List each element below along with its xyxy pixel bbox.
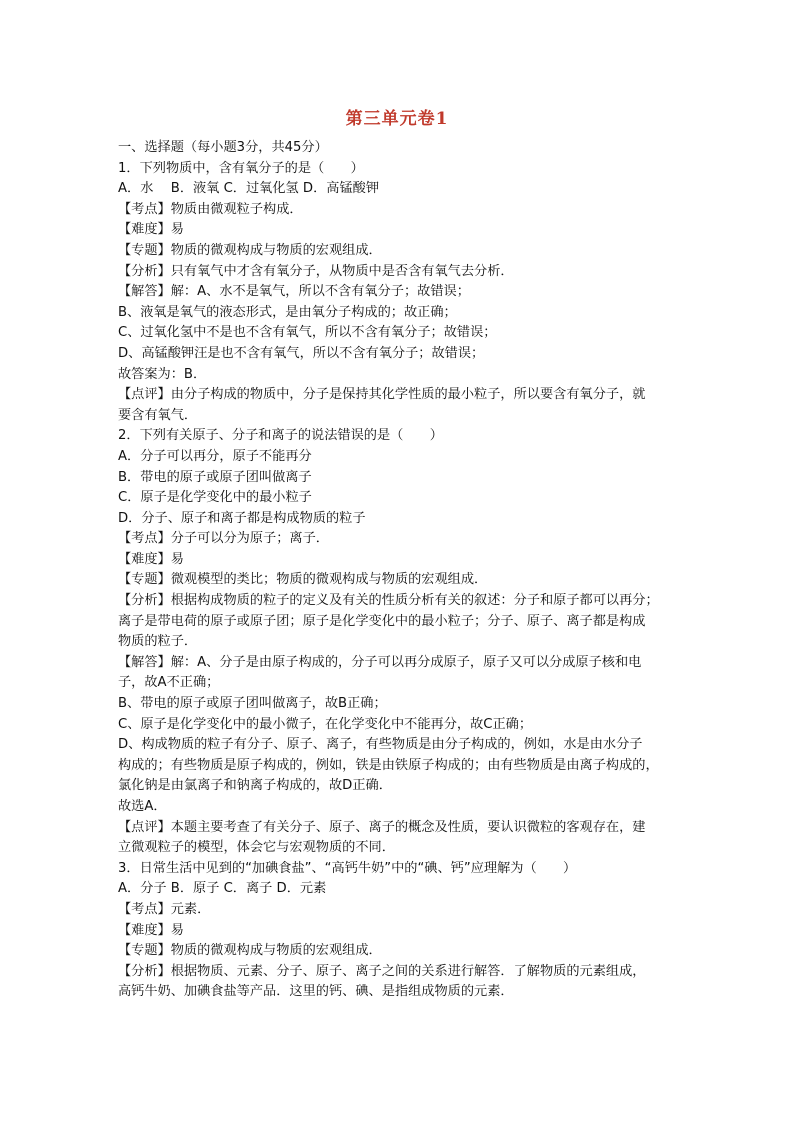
text-line: B、带电的原子或原子团叫做离子，故B正确； — [118, 696, 387, 712]
text-line: 【难度】易 — [118, 222, 184, 238]
text-line: 【分析】只有氧气中才含有氧分子，从物质中是否含有氧气去分析． — [118, 263, 514, 279]
text-line: 2．下列有关原子、分子和离子的说法错误的是（ ） — [118, 428, 443, 444]
text-line: 构成的；有些物质是原子构成的，例如，铁是由铁原子构成的；由有些物质是由离子构成的， — [118, 757, 659, 773]
text-line: D．分子、原子和离子都是构成物质的粒子 — [118, 510, 366, 526]
text-line: C．原子是化学变化中的最小粒子 — [118, 490, 312, 506]
text-line: 【专题】物质的微观构成与物质的宏观组成． — [118, 242, 382, 258]
page-title: 第三单元卷1 — [345, 109, 449, 129]
text-line: 【难度】易 — [118, 551, 184, 567]
text-line: 立微观粒子的模型，体会它与宏观物质的不同． — [118, 840, 395, 856]
text-line: 要含有氧气． — [118, 407, 198, 423]
text-line: 1．下列物质中，含有氧分子的是（ ） — [118, 160, 364, 176]
text-line: 【考点】分子可以分为原子；离子． — [118, 531, 329, 547]
text-line: 一、选择题（每小题3分，共45分） — [118, 140, 328, 155]
text-line: 高钙牛奶、加碘食盐等产品．这里的钙、碘、是指组成物质的元素． — [118, 984, 514, 1000]
text-line: 【考点】物质由微观粒子构成． — [118, 201, 303, 217]
text-line: B．带电的原子或原子团叫做离子 — [118, 469, 312, 485]
text-line: C、原子是化学变化中的最小微子，在化学变化中不能再分，故C正确； — [118, 716, 533, 732]
text-line: 子，故A不正确； — [118, 675, 220, 691]
text-line: 【分析】根据物质、元素、分子、原子、离子之间的关系进行解答．了解物质的元素组成， — [118, 963, 646, 979]
text-line: D、高锰酸钾汪是也不含有氧气，所以不含有氧分子；故错误； — [118, 345, 485, 361]
text-line: 故选A． — [118, 799, 167, 814]
text-line: 故答案为：B． — [118, 366, 207, 382]
text-line: 【专题】物质的微观构成与物质的宏观组成． — [118, 943, 382, 959]
text-line: A．水 B．液氧 C．过氧化氢 D．高锰酸钾 — [118, 181, 380, 197]
text-line: 【解答】解：A、水不是氧气，所以不含有氧分子；故错误； — [118, 284, 470, 300]
text-line: B、液氧是氧气的液态形式，是由氧分子构成的；故正确； — [118, 304, 457, 320]
text-line: 【专题】微观模型的类比；物质的微观构成与物质的宏观组成． — [118, 572, 488, 588]
text-line: C、过氧化氢中不是也不含有氧气，所以不含有氧分子；故错误； — [118, 325, 497, 341]
text-line: 【难度】易 — [118, 922, 184, 938]
text-line: 【点评】由分子构成的物质中，分子是保持其化学性质的最小粒子，所以要含有氧分子，就 — [118, 387, 646, 403]
text-line: 【分析】根据构成物质的粒子的定义及有关的性质分析有关的叙述：分子和原子都可以再分； — [118, 593, 659, 609]
text-line: 【解答】解：A、分子是由原子构成的，分子可以再分成原子，原子又可以分成原子核和电 — [118, 654, 642, 670]
text-line: D、构成物质的粒子有分子、原子、离子，有些物质是由分子构成的，例如，水是由水分子 — [118, 737, 643, 753]
text-line: 物质的粒子． — [118, 634, 198, 650]
text-line: A．分子 B．原子 C．离子 D．元素 — [118, 881, 327, 897]
text-line: A．分子可以再分，原子不能再分 — [118, 448, 312, 464]
text-line: 离子是带电荷的原子或原子团；原子是化学变化中的最小粒子；分子、原子、离子都是构成 — [118, 613, 646, 629]
text-line: 【考点】元素． — [118, 901, 211, 917]
text-line: 氯化钠是由氯离子和钠离子构成的，故D正确． — [118, 778, 392, 794]
text-line: 3．日常生活中见到的“加碘食盐”、“高钙牛奶”中的“碘、钙”应理解为（ ） — [118, 860, 577, 876]
text-line: 【点评】本题主要考查了有关分子、原子、离子的概念及性质，要认识微粒的客观存在，建 — [118, 819, 646, 835]
document-body — [118, 138, 688, 1003]
